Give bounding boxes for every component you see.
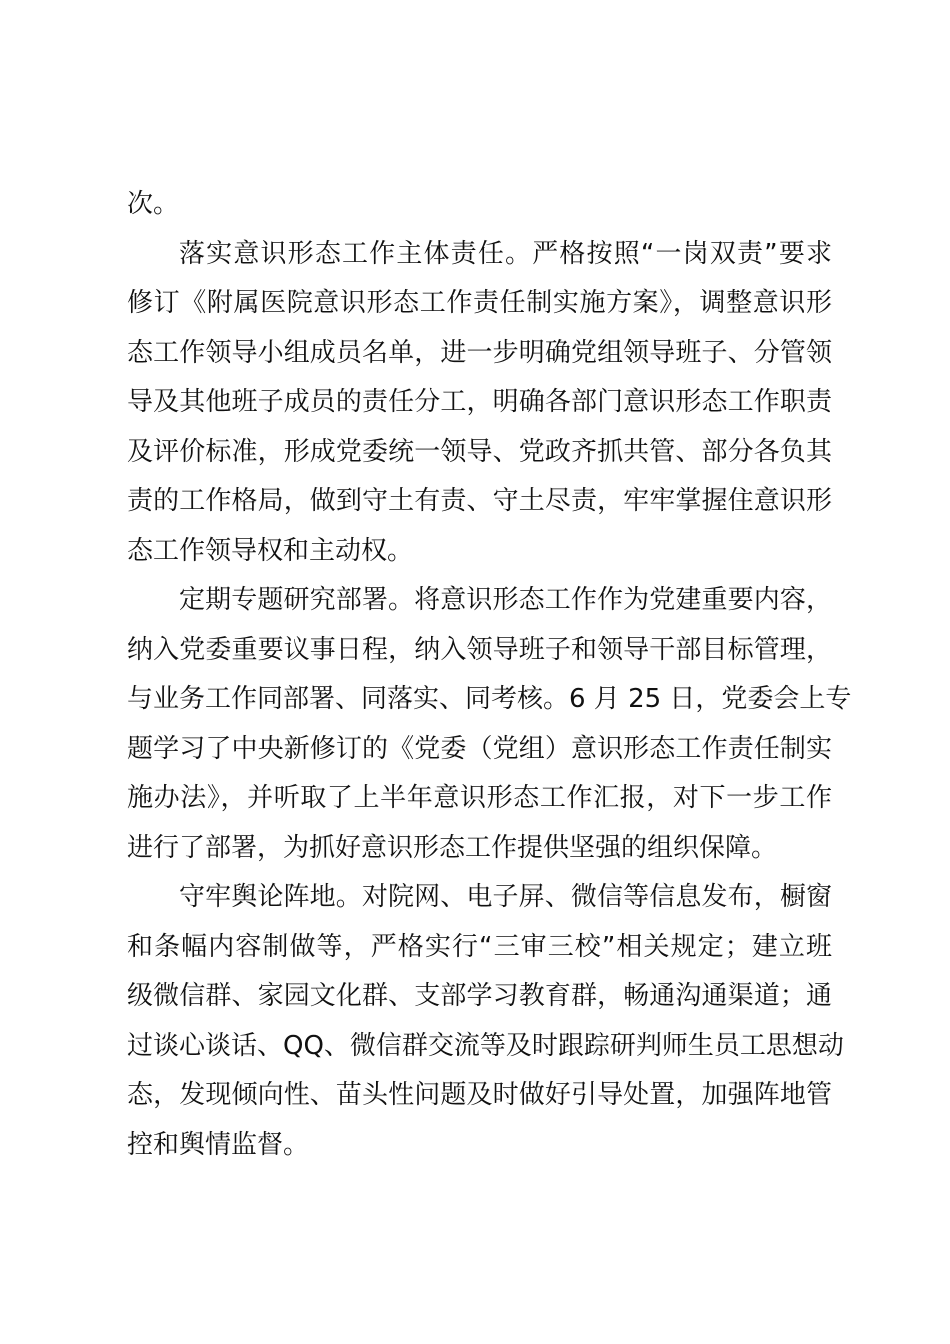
text-line: 导及其他班子成员的责任分工，明确各部门意识形态工作职责 <box>127 387 832 417</box>
text-line: 进行了部署，为抓好意识形态工作提供坚强的组织保障。 <box>127 832 778 863</box>
text-line: 和条幅内容制做等，严格实行“三审三校”相关规定；建立班 <box>127 931 832 962</box>
text-line: 级微信群、家园文化群、支部学习教育群，畅通沟通渠道；通 <box>127 981 832 1011</box>
text-line: 定期专题研究部署。将意识形态工作作为党建重要内容， <box>179 585 832 615</box>
body-text <box>127 180 852 1170</box>
text-line: 次。 <box>127 189 180 219</box>
text-line: 及评价标准，形成党委统一领导、党政齐抓共管、部分各负其 <box>127 436 832 467</box>
text-line: 态工作领导小组成员名单，进一步明确党组领导班子、分管领 <box>127 337 832 368</box>
text-line: 守牢舆论阵地。对院网、电子屏、微信等信息发布，橱窗 <box>179 882 832 912</box>
text-line: 题学习了中央新修订的《党委（党组）意识形态工作责任制实 <box>127 733 832 764</box>
text-line: 态，发现倾向性、苗头性问题及时做好引导处置，加强阵地管 <box>127 1080 832 1110</box>
text-line: 责的工作格局，做到守土有责、守土尽责，牢牢掌握住意识形 <box>127 486 832 516</box>
text-line: 施办法》，并听取了上半年意识形态工作汇报，对下一步工作 <box>127 783 832 813</box>
text-line: 过谈心谈话、QQ、微信群交流等及时跟踪研判师生员工思想动 <box>127 1030 844 1061</box>
text-line: 修订《附属医院意识形态工作责任制实施方案》，调整意识形 <box>127 288 832 318</box>
text-line: 纳入党委重要议事日程，纳入领导班子和领导干部目标管理， <box>127 634 832 665</box>
text-line: 控和舆情监督。 <box>127 1129 310 1160</box>
text-line: 与业务工作同部署、同落实、同考核。6 月 25 日，党委会上专 <box>127 684 852 714</box>
text-line: 态工作领导权和主动权。 <box>127 535 414 566</box>
text-line: 落实意识形态工作主体责任。严格按照“一岗双责”要求 <box>179 238 832 269</box>
